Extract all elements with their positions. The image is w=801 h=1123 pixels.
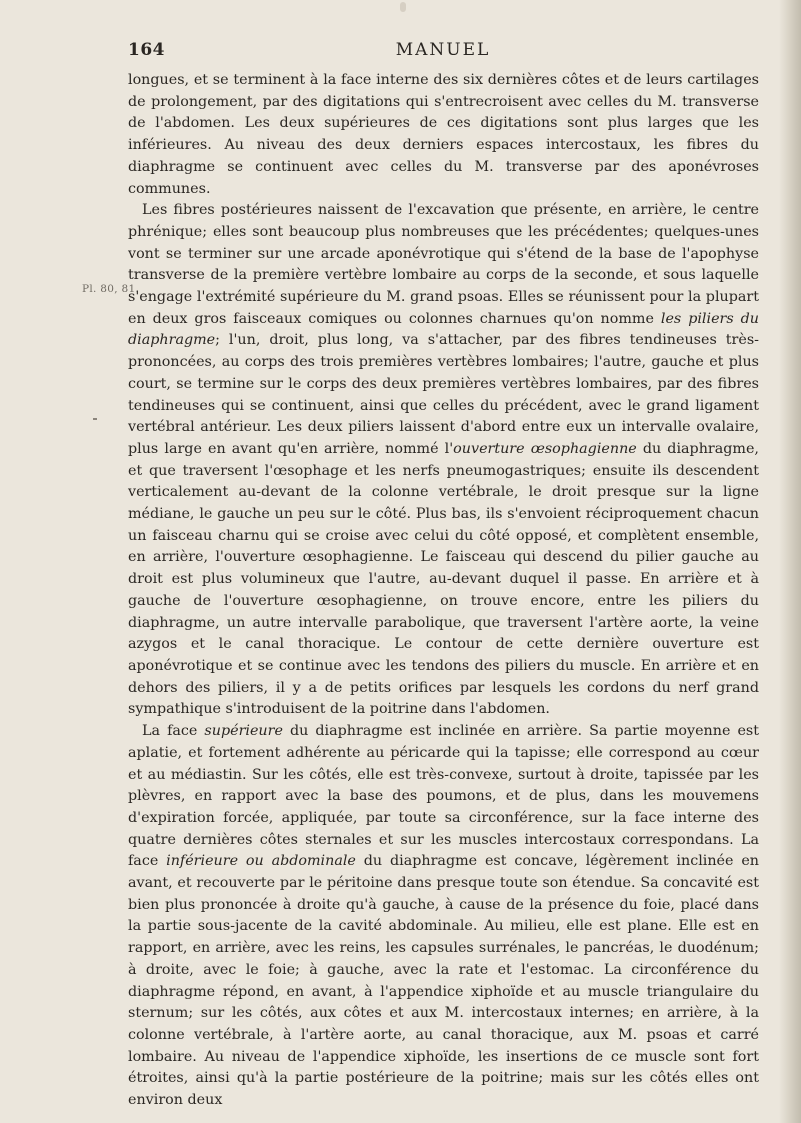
body-text bbox=[128, 70, 759, 1112]
text-run: du diaphragme, et que traversent l'œsophage et les nerfs pneumogastriques; ensuite ils descendent verticalement au-devant de la colonne vertébrale, le droit presque sur la ligne médiane, le gauche un peu sur le côté. Plus bas, ils s'envoient réciproquement chacun un faisceau charnu qui se croise avec celui du côté opposé, et complètent ensemble, en arrière, l'ouverture œsophagienne. Le faisceau qui descend du pilier gauche au droit est plus volumineux que l'autre, au-devant duquel il passe. En arrière et à gauche de l'ouverture œsophagienne, on trouve encore, entre les piliers du diaphragme, un autre intervalle parabolique, que traversent l'artère aorte, la veine azygos et le canal thoracique. Le contour de cette dernière ouverture est aponévrotique et se continue avec les tendons des piliers du muscle. En arrière et en dehors des piliers, il y a de petits orifices par lesquels les cordons du nerf grand sympathique s'introduisent de la poitrine dans l'abdomen. bbox=[128, 440, 759, 718]
running-head: MANUEL bbox=[395, 40, 491, 60]
text-run: La face bbox=[142, 723, 205, 740]
plate-reference: Pl. 80, 81. bbox=[82, 283, 140, 295]
text-run: du diaphragme est concave, légèrement inclinée en avant, et recouverte par le péritoine dans presque toute son étendue. Sa concavité est bien plus prononcée à droite qu'à gauche, à cause de la présence du foie, placé dans la partie sous-jacente de la cavité abdominale. Au milieu, elle est plane. Elle est en rapport, en arrière, avec les reins, les capsules surrénales, le pancréas, le duodénum; à droite, avec le foie; à gauche, avec la rate et l'estomac. La circonférence du diaphragme répond, en avant, à l'appendice xiphoïde et au muscle triangulaire du sternum; sur les côtés, aux côtes et aux M. intercostaux internes; en arrière, à la colonne vertébrale, à l'artère aorte, au canal thoracique, aux M. psoas et carré lombaire. Au niveau de l'appendice xiphoïde, les insertions de ce muscle sont fort étroites, ainsi qu'à la partie postérieure de la poitrine; mais sur les côtés elles ont environ deux bbox=[128, 853, 760, 1109]
page-header bbox=[128, 40, 758, 66]
text-run: ; l'un, droit, plus long, va s'attacher, par des fibres tendineuses très-prononcées, au corps des trois premières vertèbres lombaires; l'autre, gauche et plus court, se termine sur le corps des deux premières vertèbres lombaires, par des fibres tendineuses qui se continuent, ainsi que celles du précédent, avec le grand ligament vertébral antérieur. Les deux piliers laissent d'abord entre eux un intervalle ovalaire, plus large en avant qu'en arrière, nommé l' bbox=[128, 332, 759, 457]
margin-mark bbox=[93, 418, 97, 420]
paragraph bbox=[128, 200, 759, 721]
page-number: 164 bbox=[128, 40, 165, 60]
text-run: Les fibres postérieures naissent de l'excavation que présente, en arrière, le centre phrénique; elles sont beaucoup plus nombreuses que les précédentes; quelques-unes vont se terminer sur une arcade aponévrotique qui s'étend de la base de l'apophyse transverse de la première vertèbre lombaire au corps de la seconde, et sous laquelle s'engage l'extrémité supérieure du M. grand psoas. Elles se réunissent pour la plupart en deux gros faisceaux comiques ou colonnes charnues qu'on nomme bbox=[128, 202, 759, 327]
italic-term: ouverture œsophagienne bbox=[453, 440, 637, 457]
page-blemish bbox=[400, 2, 406, 12]
text-run: du diaphragme est inclinée en arrière. Sa partie moyenne est aplatie, et fortement adhérente au péricarde qui la tapisse; elle correspond au cœur et au médiastin. Sur les côtés, elle est très-convexe, surtout à droite, tapissée par les plèvres, en rapport avec la base des poumons, et de plus, dans les mouvemens d'expiration forcée, appliquée, par toute sa circonférence, sur la face interne des quatre dernières côtes sternales et sur les muscles intercostaux correspondans. La face bbox=[128, 723, 759, 870]
italic-term: les piliers du diaphragme bbox=[128, 310, 760, 349]
italic-term: inférieure ou abdominale bbox=[166, 853, 356, 870]
text-run: longues, et se terminent à la face interne des six dernières côtes et de leurs cartilages de prolongement, par des digitations qui s'entrecroisent avec celles du M. transverse de l'abdomen. Les deux supérieures de ces digitations sont plus larges que les inférieures. Au niveau des deux derniers espaces intercostaux, les fibres du diaphragme se continuent avec celles du M. transverse par des aponévroses communes. bbox=[128, 72, 759, 197]
italic-term: supérieure bbox=[204, 723, 283, 740]
paragraph bbox=[128, 721, 759, 1112]
page-edge-shadow bbox=[779, 0, 801, 1123]
paragraph bbox=[128, 70, 759, 200]
